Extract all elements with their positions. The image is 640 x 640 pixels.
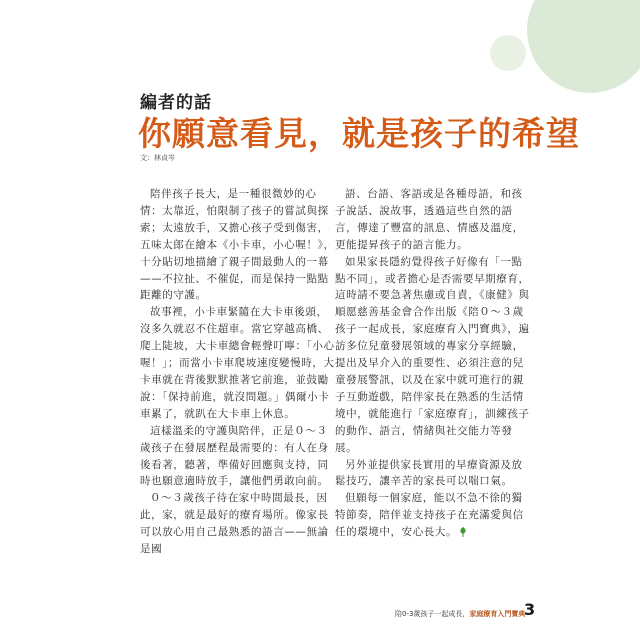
paragraph: 陪伴孩子長大，是一種很微妙的心情：太靠近，怕限制了孩子的嘗試與探索；太遠放手，又擔心孩子受到傷害，五味太郎在繪本《小卡車，小心喔！》，十分貼切地描繪了親子間最動人的一幕——不拉扯、不催促，而是保持一點點距離的守護。 — [140, 188, 335, 302]
paragraph-final-text: 但願每一個家庭，能以不急不徐的獨特節奏，陪伴並支持孩子在充滿愛與信任的環境中，安心長大。 — [335, 492, 524, 539]
running-footer — [395, 609, 525, 619]
section-kicker: 編者的話 — [140, 93, 212, 113]
paragraph: 語、台語、客語或是各種母語，和孩子說話、說故事，透過這些自然的語言，傳達了豐富的訊息、情感及溫度，更能提昇孩子的語言能力。 — [335, 188, 524, 251]
footer-book-title: 家庭療育入門寶典 — [469, 610, 526, 618]
paragraph: 另外並提供家長實用的早療資源及放鬆技巧，讓辛苦的家長可以喘口氣。 — [335, 458, 523, 488]
page-title: 你願意看見，就是孩子的希望 — [138, 114, 580, 153]
paragraph: 這樣溫柔的守護與陪伴，正是０～３歲孩子在發展歷程最需要的：有人在身後看著，聽著，準備好回應與支持，同時也願意適時放手，讓他們勇敢向前。 — [140, 424, 329, 488]
page-number: 3 — [524, 600, 536, 619]
leaf-icon — [459, 527, 467, 537]
article-column-right — [335, 186, 533, 541]
decorative-circle-small — [490, 35, 526, 71]
paragraph-final — [335, 490, 533, 541]
paragraph: 如果家長隱約覺得孩子好像有「一點點不同」，或者擔心是否需要早期療育，這時請不要急著焦慮或自責，《康健》與順愿慈善基金會合作出版《陪０～３歲孩子一起成長，家庭療育入門寶典》，遍訪多位兒童發展領域的專家分享經驗，提出及早介入的重要性、必須注意的兒童發展警訊，以及在家中就可進行的親子互動遊戲，陪伴家長在熟悉的生活情境中，就能進行「家庭療育」，訓練孩子的動作、語言，情緒與社交能力等發展。 — [335, 255, 530, 454]
decorative-circle-large — [527, 0, 640, 93]
paragraph: ０～３歲孩子待在家中時間最長，因此，家，就是最好的療育場所。像家長可以放心用自己最熟悉的語言——無論是國 — [140, 492, 329, 556]
paragraph: 故事裡，小卡車緊隨在大卡車後頭，沒多久就忍不住超車。當它穿越高橋、爬上陡坡，大卡車總會輕聲叮嚀：「小心喔！」；而當小卡車爬坡速度變慢時，大卡車就在背後默默推著它前進，並鼓勵說：「保持前進，就沒問題。」偶爾小卡車累了，就趴在大卡車上休息。 — [140, 306, 335, 420]
footer-series: 陪0-3歲孩子一起成長， — [395, 610, 470, 618]
byline: 文：林貞岑 — [140, 154, 175, 162]
article-column-left — [140, 186, 338, 558]
